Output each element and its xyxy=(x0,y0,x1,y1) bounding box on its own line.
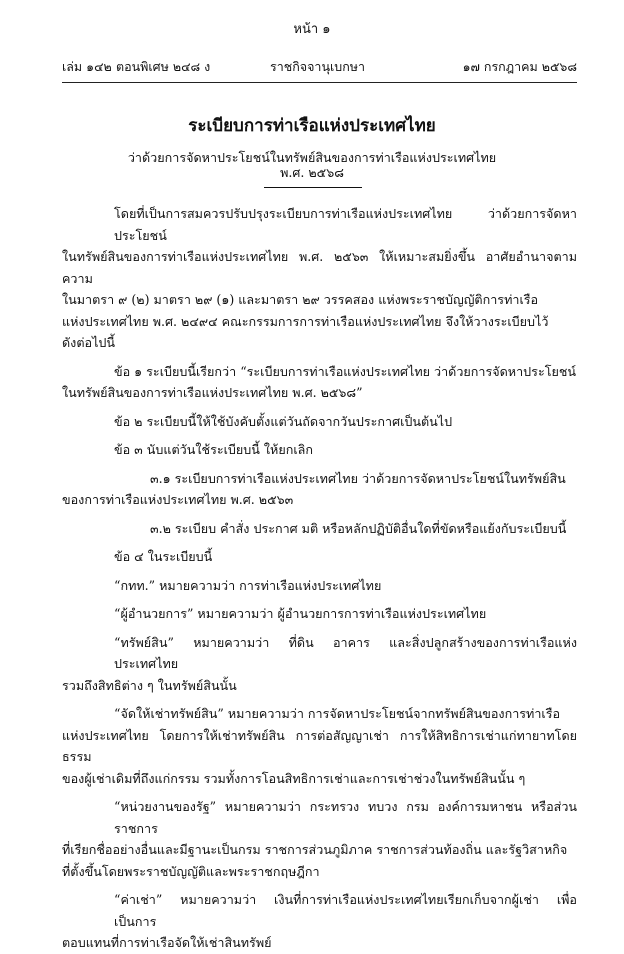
gazette-name: ราชกิจจานุเบกษา xyxy=(270,59,366,74)
issue-number: ตอนพิเศษ ๒๔๘ ง xyxy=(116,59,211,74)
document-subtitle: ว่าด้วยการจัดหาประโยชน์ในทรัพย์สินของการท่าเรือแห่งประเทศไทย xyxy=(127,150,497,165)
paragraph-1-line-5: ดังต่อไปนี้ xyxy=(62,335,116,350)
paragraph-1-line-3: ในมาตรา ๙ (๒) มาตรา ๒๙ (๑) และมาตรา ๒๙ วรรคสอง แห่งพระราชบัญญัติการท่าเรือ xyxy=(62,292,539,307)
paragraph-13-line-2: ตอบแทนที่การท่าเรือจัดให้เช่าสินทรัพย์ xyxy=(62,935,272,950)
paragraph-10-line-1: “ทรัพย์สิน” หมายความว่า ที่ดิน อาคาร และสิ่งปลูกสร้างของการท่าเรือแห่งประเทศไทย xyxy=(114,634,577,671)
gazette-header xyxy=(62,57,577,75)
paragraph-12-line-2: ที่เรียกชื่ออย่างอื่นและมีฐานะเป็นกรม ราชการส่วนภูมิภาค ราชการส่วนท้องถิ่น และรัฐวิสาหกิจ xyxy=(62,842,568,857)
document-title: ระเบียบการท่าเรือแห่งประเทศไทย xyxy=(188,116,436,136)
paragraph-4-line-1: ข้อ ๓ นับแต่วันใช้ระเบียบนี้ ให้ยกเลิก xyxy=(114,442,313,457)
paragraph-9-line-1: “ผู้อำนวยการ” หมายความว่า ผู้อำนวยการการท่าเรือแห่งประเทศไทย xyxy=(114,606,487,621)
title-divider xyxy=(264,187,362,188)
paragraph-1-line-4: แห่งประเทศไทย พ.ศ. ๒๔๙๔ คณะกรรมการการท่าเรือแห่งประเทศไทย จึงให้วางระเบียบไว้ xyxy=(62,313,549,329)
paragraph-5-line-2: ของการท่าเรือแห่งประเทศไทย พ.ศ. ๒๕๖๓ xyxy=(62,492,294,507)
paragraph-11-line-2: แห่งประเทศไทย โดยการให้เช่าทรัพย์สิน การต่อสัญญาเช่า การให้สิทธิการเช่าแก่ทายาทโดยธรรม xyxy=(62,727,577,764)
header-divider xyxy=(62,82,577,83)
paragraph-12-line-1: “หน่วยงานของรัฐ” หมายความว่า กระทรวง ทบวง กรม องค์การมหาชน หรือส่วนราชการ xyxy=(114,799,577,836)
paragraph-11-line-3: ของผู้เช่าเดิมที่ถึงแก่กรรม รวมทั้งการโอนสิทธิการเช่าและการเช่าช่วงในทรัพย์สินนั้น ๆ xyxy=(62,770,526,786)
document-year: พ.ศ. ๒๕๖๘ xyxy=(280,165,344,180)
paragraph-8-line-1: “กทท.” หมายความว่า การท่าเรือแห่งประเทศไทย xyxy=(114,577,382,593)
page-number: หน้า ๑ xyxy=(293,22,331,37)
volume-number: เล่ม ๑๔๒ xyxy=(62,59,112,74)
paragraph-2-line-1: ข้อ ๑ ระเบียบนี้เรียกว่า “ระเบียบการท่าเรือแห่งประเทศไทย ว่าด้วยการจัดหาประโยชน์ xyxy=(114,363,577,379)
paragraph-6-line-1: ๓.๒ ระเบียบ คำสั่ง ประกาศ มติ หรือหลักปฏิบัติอื่นใดที่ขัดหรือแย้งกับระเบียบนี้ xyxy=(150,520,567,536)
paragraph-3-line-1: ข้อ ๒ ระเบียบนี้ให้ใช้บังคับตั้งแต่วันถัดจากวันประกาศเป็นต้นไป xyxy=(114,413,453,429)
paragraph-11-line-1: “จัดให้เช่าทรัพย์สิน” หมายความว่า การจัดหาประโยชน์จากทรัพย์สินของการท่าเรือ xyxy=(114,706,561,721)
document-body xyxy=(62,203,577,954)
paragraph-12-line-3: ที่ตั้งขึ้นโดยพระราชบัญญัติและพระราชกฤษฎีกา xyxy=(62,863,320,879)
publication-date: ๑๗ กรกฎาคม ๒๕๖๘ xyxy=(462,59,577,74)
paragraph-5-line-1: ๓.๑ ระเบียบการท่าเรือแห่งประเทศไทย ว่าด้วยการจัดหาประโยชน์ในทรัพย์สิน xyxy=(150,470,566,486)
paragraph-2-line-2: ในทรัพย์สินของการท่าเรือแห่งประเทศไทย พ.ศ. ๒๕๖๘” xyxy=(62,385,363,400)
paragraph-7-line-1: ข้อ ๔ ในระเบียบนี้ xyxy=(114,549,213,564)
paragraph-1-line-2: ในทรัพย์สินของการท่าเรือแห่งประเทศไทย พ.ศ. ๒๕๖๓ ให้เหมาะสมยิ่งขึ้น อาศัยอำนาจตามความ xyxy=(62,249,577,286)
paragraph-13-line-1: “ค่าเช่า” หมายความว่า เงินที่การท่าเรือแห่งประเทศไทยเรียกเก็บจากผู้เช่า เพื่อเป็นการ xyxy=(114,892,577,929)
paragraph-10-line-2: รวมถึงสิทธิต่าง ๆ ในทรัพย์สินนั้น xyxy=(62,677,237,693)
paragraph-1-line-1: โดยที่เป็นการสมควรปรับปรุงระเบียบการท่าเรือแห่งประเทศไทย ว่าด้วยการจัดหาประโยชน์ xyxy=(114,206,577,243)
